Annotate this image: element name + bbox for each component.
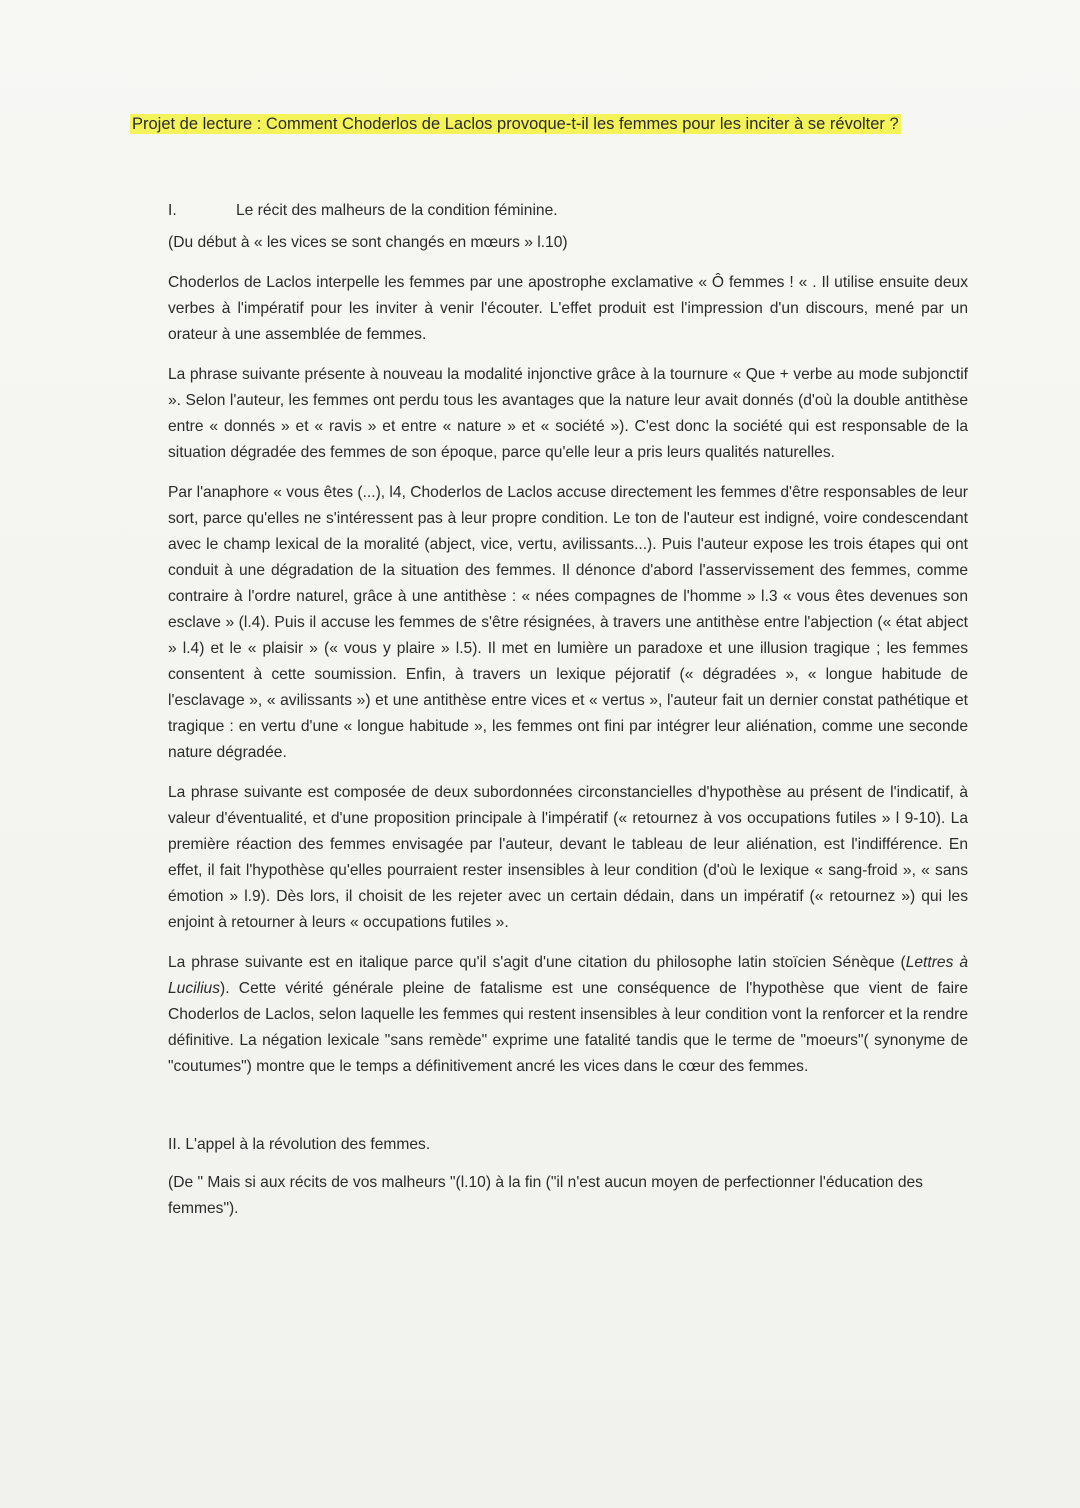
- paragraph: La phrase suivante est composée de deux subordonnées circonstancielles d'hypothèse au présent de l'indicatif, à valeur d'éventualité, et d'une proposition principale à l'impératif (« retournez à vos occupations futiles » l 9-10). La première réaction des femmes envisagée par l'auteur, devant le tableau de leur aliénation, est l'indifférence. En effet, il fait l'hypothèse qu'elles pourraient rester insensibles à leur condition (d'où le lexique « sang-froid », « sans émotion » l.9). Dès lors, il choisit de les rejeter avec un certain dédain, dans un impératif (« retournez ») qui les enjoint à retourner à leurs « occupations futiles ».: [168, 784, 968, 931]
- section-2-range: (De " Mais si aux récits de vos malheurs "(l.10) à la fin ("il n'est aucun moyen de perfectionner l'éducation des femmes").: [168, 1174, 923, 1217]
- paragraph-text: ). Cette vérité générale pleine de fatalisme est une conséquence de l'hypothèse que vient de faire Choderlos de Laclos, selon laquelle les femmes qui restent insensibles à leur condition vont la renforcer et la rendre définitive. La négation lexicale "sans remède" exprime une fatalité tandis que le terme de "moeurs"( synonyme de "coutumes") montre que le temps a définitivement ancré les vices dans le cœur des femmes.: [168, 980, 968, 1075]
- section-1-range: (Du début à « les vices se sont changés en mœurs » l.10): [168, 234, 568, 251]
- reading-project-title: [130, 112, 980, 136]
- section-2: [168, 1132, 968, 1222]
- book-title-italic: Lettres à Lucilius: [168, 954, 968, 997]
- paragraph-seneca: [168, 950, 968, 1080]
- section-2-title: II. L'appel à la révolution des femmes.: [168, 1136, 431, 1153]
- paragraph: La phrase suivante présente à nouveau la modalité injonctive grâce à la tournure « Que + verbe au mode subjonctif ». Selon l'auteur, les femmes ont perdu tous les avantages que la nature leur avait donnés (d'où la double antithèse entre « donnés » et « ravis » et entre « nature » et « société »). C'est donc la société qui est responsable de la situation dégradée des femmes de son époque, parce qu'elle leur a pris leurs qualités naturelles.: [168, 366, 968, 461]
- section-1-heading: [168, 198, 968, 224]
- paragraph: Choderlos de Laclos interpelle les femmes par une apostrophe exclamative « Ô femmes ! « . Il utilise ensuite deux verbes à l'impératif pour les inviter à venir l'écouter. L'effet produit est l'impression d'un discours, mené par un orateur à une assemblée de femmes.: [168, 274, 968, 343]
- paragraph-text: La phrase suivante est en italique parce qu'il s'agit d'une citation du philosophe latin stoïcien Sénèque (: [168, 954, 906, 971]
- section-1-number: I.: [168, 202, 177, 219]
- document-body: [168, 198, 968, 1236]
- title-highlight: Projet de lecture : Comment Choderlos de Laclos provoque-t-il les femmes pour les inciter à se révolter ?: [132, 115, 899, 133]
- paragraph: Par l'anaphore « vous êtes (...), l4, Choderlos de Laclos accuse directement les femmes d'être responsables de leur sort, parce qu'elles ne s'intéressent pas à leur propre condition. Le ton de l'auteur est indigné, voire condescendant avec le champ lexical de la moralité (abject, vice, vertu, avilissants...). Puis l'auteur expose les trois étapes qui ont conduit à une dégradation de la situation des femmes. Il dénonce d'abord l'asservissement des femmes, comme contraire à l'ordre naturel, grâce à une antithèse : « nées compagnes de l'homme » l.3 « vous êtes devenues son esclave » (l.4). Puis il accuse les femmes de s'être résignées, à travers une antithèse entre l'abjection (« état abject » l.4) et le « plaisir » (« vous y plaire » l.5). Il met en lumière un paradoxe et une illusion tragique ; les femmes consentent à cette soumission. Enfin, à travers un lexique péjoratif (« dégradées », « longue habitude de l'esclavage », « avilissants ») et une antithèse entre vices et « vertus », l'auteur fait un dernier constat pathétique et tragique : en vertu d'une « longue habitude », les femmes ont fini par intégrer leur aliénation, comme une seconde nature dégradée.: [168, 484, 968, 761]
- section-1-title: Le récit des malheurs de la condition féminine.: [236, 202, 558, 219]
